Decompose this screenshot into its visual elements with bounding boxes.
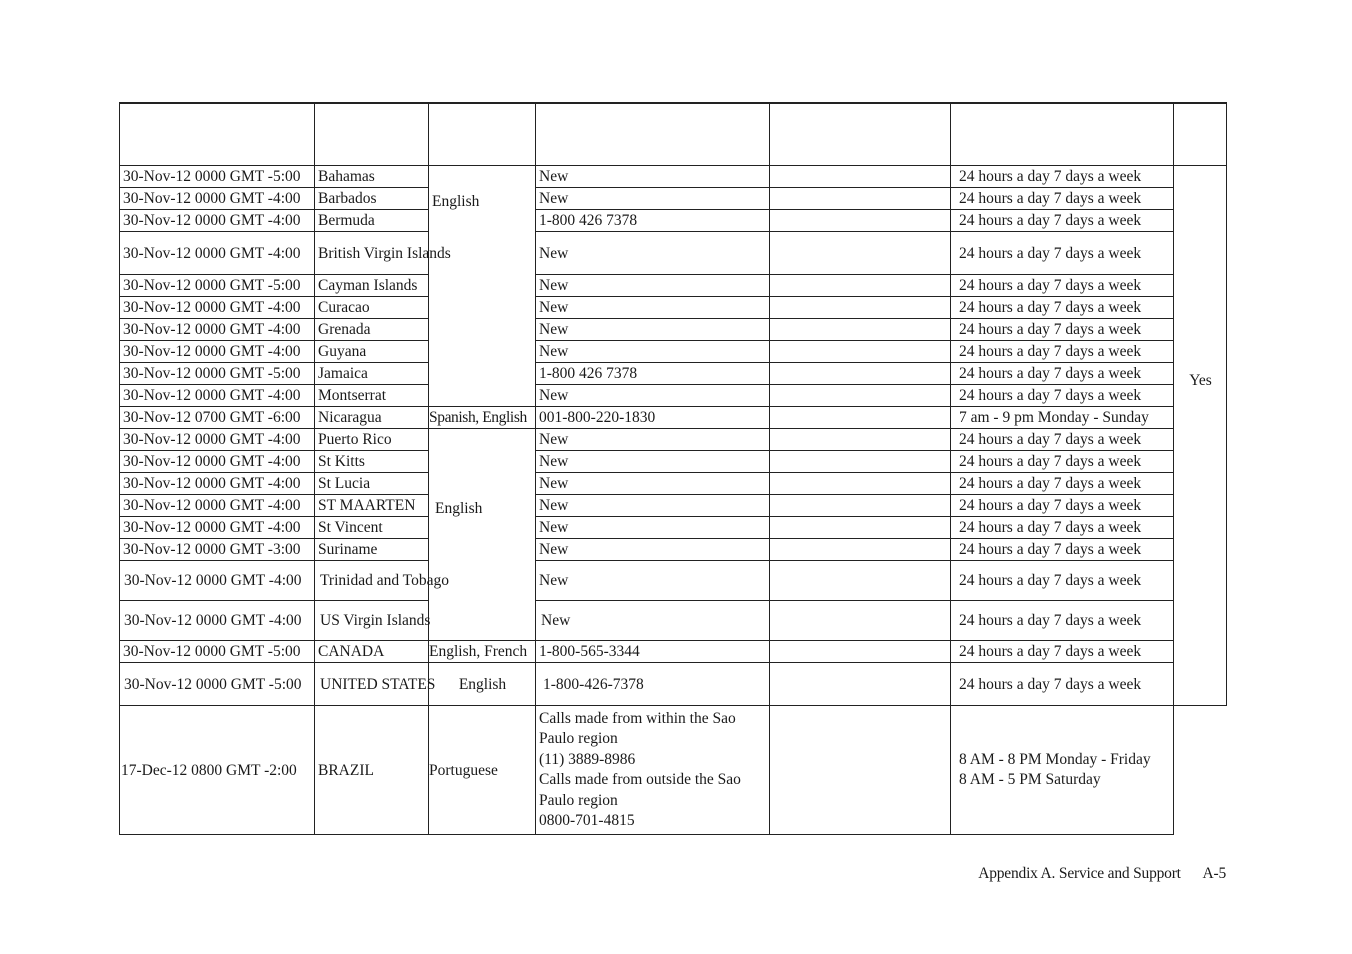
- hours-cell: 24 hours a day 7 days a week: [951, 166, 1174, 188]
- header-cell: [770, 103, 951, 166]
- table-row: [120, 297, 1227, 319]
- hours-cell: 24 hours a day 7 days a week: [951, 641, 1174, 663]
- table-row: [120, 188, 1227, 210]
- phone-cell: New: [536, 341, 770, 363]
- blank-cell: [770, 601, 951, 641]
- language-cell: [429, 166, 536, 407]
- date-cell: 30-Nov-12 0000 GMT -4:00: [120, 385, 315, 407]
- header-cell: [315, 103, 429, 166]
- country-cell: St Kitts: [315, 451, 429, 473]
- phone-cell: [536, 706, 770, 835]
- table-row: [120, 706, 1227, 835]
- hours-cell: 24 hours a day 7 days a week: [951, 385, 1174, 407]
- phone-cell: New: [536, 517, 770, 539]
- blank-cell: [770, 188, 951, 210]
- table-row: [120, 407, 1227, 429]
- hours-cell: [951, 706, 1174, 835]
- language-label: English: [432, 193, 480, 210]
- country-cell: Bahamas: [315, 166, 429, 188]
- language-label: English: [435, 500, 483, 517]
- country-cell: Barbados: [315, 188, 429, 210]
- table-row: [120, 561, 1227, 601]
- hours-cell: 24 hours a day 7 days a week: [951, 319, 1174, 341]
- date-cell: 17-Dec-12 0800 GMT -2:00: [120, 706, 315, 835]
- phone-cell: New: [536, 188, 770, 210]
- header-cell: [1174, 103, 1227, 166]
- date-cell: 30-Nov-12 0000 GMT -5:00: [120, 363, 315, 385]
- hours-cell: 24 hours a day 7 days a week: [951, 451, 1174, 473]
- hours-cell: 24 hours a day 7 days a week: [951, 539, 1174, 561]
- country-cell: St Lucia: [315, 473, 429, 495]
- table-row: [120, 385, 1227, 407]
- phone-line: Paulo region: [539, 791, 618, 809]
- country-cell: Suriname: [315, 539, 429, 561]
- blank-cell: [770, 210, 951, 232]
- date-cell: 30-Nov-12 0000 GMT -5:00: [120, 275, 315, 297]
- blank-cell: [770, 641, 951, 663]
- blank-cell: [770, 232, 951, 275]
- country-cell: Montserrat: [315, 385, 429, 407]
- table-header-row: [120, 103, 1227, 166]
- phone-line: Calls made from within the Sao: [539, 709, 736, 727]
- date-cell: 30-Nov-12 0000 GMT -4:00: [120, 601, 315, 641]
- hours-cell: 24 hours a day 7 days a week: [951, 297, 1174, 319]
- country-cell: Bermuda: [315, 210, 429, 232]
- phone-cell: New: [536, 166, 770, 188]
- hours-cell: 24 hours a day 7 days a week: [951, 517, 1174, 539]
- date-cell: 30-Nov-12 0000 GMT -4:00: [120, 451, 315, 473]
- table-row: [120, 429, 1227, 451]
- blank-cell: [770, 275, 951, 297]
- table-row: [120, 275, 1227, 297]
- blank-cell: [770, 363, 951, 385]
- phone-cell: New: [536, 561, 770, 601]
- hours-cell: 24 hours a day 7 days a week: [951, 429, 1174, 451]
- country-cell: UNITED STATES: [315, 663, 429, 706]
- table-row: [120, 451, 1227, 473]
- phone-cell: New: [536, 495, 770, 517]
- hours-cell: 24 hours a day 7 days a week: [951, 663, 1174, 706]
- date-cell: 30-Nov-12 0000 GMT -4:00: [120, 210, 315, 232]
- hours-cell: 24 hours a day 7 days a week: [951, 210, 1174, 232]
- date-cell: 30-Nov-12 0000 GMT -4:00: [120, 473, 315, 495]
- header-cell: [536, 103, 770, 166]
- hours-cell: 24 hours a day 7 days a week: [951, 232, 1174, 275]
- date-cell: 30-Nov-12 0700 GMT -6:00: [120, 407, 315, 429]
- date-cell: 30-Nov-12 0000 GMT -4:00: [120, 429, 315, 451]
- date-cell: 30-Nov-12 0000 GMT -4:00: [120, 188, 315, 210]
- blank-cell: [770, 385, 951, 407]
- country-cell: Guyana: [315, 341, 429, 363]
- phone-line: 0800-701-4815: [539, 812, 635, 829]
- country-cell: Cayman Islands: [315, 275, 429, 297]
- language-cell: English, French: [429, 641, 536, 663]
- phone-cell: 1-800 426 7378: [536, 363, 770, 385]
- page-number: A-5: [1202, 865, 1226, 882]
- hours-cell: 7 am - 9 pm Monday - Sunday: [951, 407, 1174, 429]
- hours-cell: 24 hours a day 7 days a week: [951, 495, 1174, 517]
- phone-cell: New: [536, 385, 770, 407]
- blank-cell: [770, 473, 951, 495]
- language-cell: English: [429, 663, 536, 706]
- country-cell: Trinidad and Tobago: [315, 561, 429, 601]
- hours-cell: 24 hours a day 7 days a week: [951, 473, 1174, 495]
- hours-cell: 24 hours a day 7 days a week: [951, 188, 1174, 210]
- phone-cell: New: [536, 429, 770, 451]
- country-cell: St Vincent: [315, 517, 429, 539]
- date-cell: 30-Nov-12 0000 GMT -4:00: [120, 232, 315, 275]
- hours-cell: 24 hours a day 7 days a week: [951, 363, 1174, 385]
- hours-cell: 24 hours a day 7 days a week: [951, 341, 1174, 363]
- header-cell: [120, 103, 315, 166]
- table-row: [120, 232, 1227, 275]
- table-row: [120, 473, 1227, 495]
- country-cell: CANADA: [315, 641, 429, 663]
- table-row: [120, 601, 1227, 641]
- phone-cell: 1-800 426 7378: [536, 210, 770, 232]
- table-row: [120, 210, 1227, 232]
- phone-cell: New: [536, 297, 770, 319]
- phone-cell: 1-800-565-3344: [536, 641, 770, 663]
- phone-cell: 001-800-220-1830: [536, 407, 770, 429]
- language-cell: [429, 429, 536, 641]
- country-cell: BRAZIL: [315, 706, 429, 835]
- table-row: [120, 319, 1227, 341]
- language-cell: Spanish, English: [429, 407, 536, 429]
- table-row: [120, 663, 1227, 706]
- blank-cell: [770, 495, 951, 517]
- date-cell: 30-Nov-12 0000 GMT -4:00: [120, 297, 315, 319]
- country-cell: Grenada: [315, 319, 429, 341]
- date-cell: 30-Nov-12 0000 GMT -4:00: [120, 517, 315, 539]
- blank-cell: [770, 451, 951, 473]
- date-cell: 30-Nov-12 0000 GMT -5:00: [120, 641, 315, 663]
- hours-line: 8 AM - 8 PM Monday - Friday: [959, 751, 1151, 768]
- blank-cell: [770, 561, 951, 601]
- phone-cell: New: [536, 319, 770, 341]
- hours-cell: 24 hours a day 7 days a week: [951, 561, 1174, 601]
- country-cell: Nicaragua: [315, 407, 429, 429]
- page-footer: [978, 865, 1226, 883]
- support-table: [119, 102, 1227, 835]
- phone-cell: New: [536, 275, 770, 297]
- country-cell: US Virgin Islands: [315, 601, 429, 641]
- table-row: [120, 166, 1227, 188]
- table-row: [120, 495, 1227, 517]
- phone-cell: 1-800-426-7378: [536, 663, 770, 706]
- hours-cell: 24 hours a day 7 days a week: [951, 601, 1174, 641]
- table-row: [120, 641, 1227, 663]
- blank-cell: [770, 297, 951, 319]
- country-cell: ST MAARTEN: [315, 495, 429, 517]
- date-cell: 30-Nov-12 0000 GMT -3:00: [120, 539, 315, 561]
- date-cell: 30-Nov-12 0000 GMT -4:00: [120, 319, 315, 341]
- blank-cell: [770, 319, 951, 341]
- table-row: [120, 363, 1227, 385]
- date-cell: 30-Nov-12 0000 GMT -5:00: [120, 663, 315, 706]
- blank-cell: [770, 706, 951, 835]
- availability-label: Yes: [1189, 372, 1212, 389]
- language-cell: Portuguese: [429, 706, 536, 835]
- phone-cell: New: [536, 539, 770, 561]
- blank-cell: [770, 407, 951, 429]
- country-cell: Puerto Rico: [315, 429, 429, 451]
- blank-cell: [770, 539, 951, 561]
- phone-line: (11) 3889-8986: [539, 750, 636, 768]
- table-row: [120, 539, 1227, 561]
- blank-cell: [770, 663, 951, 706]
- phone-cell: New: [536, 473, 770, 495]
- blank-cell: [770, 517, 951, 539]
- phone-cell: New: [536, 232, 770, 275]
- hours-cell: 24 hours a day 7 days a week: [951, 275, 1174, 297]
- blank-cell: [770, 429, 951, 451]
- date-cell: 30-Nov-12 0000 GMT -5:00: [120, 166, 315, 188]
- date-cell: 30-Nov-12 0000 GMT -4:00: [120, 561, 315, 601]
- phone-line: Paulo region: [539, 730, 618, 747]
- phone-line: Calls made from outside the Sao: [539, 771, 741, 788]
- country-cell: Jamaica: [315, 363, 429, 385]
- footer-section-title: Appendix A. Service and Support: [978, 865, 1181, 882]
- date-cell: 30-Nov-12 0000 GMT -4:00: [120, 341, 315, 363]
- country-cell: British Virgin Islands: [315, 232, 429, 275]
- hours-line: 8 AM - 5 PM Saturday: [959, 771, 1101, 788]
- blank-cell: [770, 166, 951, 188]
- phone-cell: New: [536, 601, 770, 641]
- header-cell: [429, 103, 536, 166]
- blank-cell: [770, 341, 951, 363]
- phone-cell: New: [536, 451, 770, 473]
- header-cell: [951, 103, 1174, 166]
- table-row: [120, 341, 1227, 363]
- table-row: [120, 517, 1227, 539]
- country-cell: Curacao: [315, 297, 429, 319]
- availability-cell: [1174, 166, 1227, 706]
- date-cell: 30-Nov-12 0000 GMT -4:00: [120, 495, 315, 517]
